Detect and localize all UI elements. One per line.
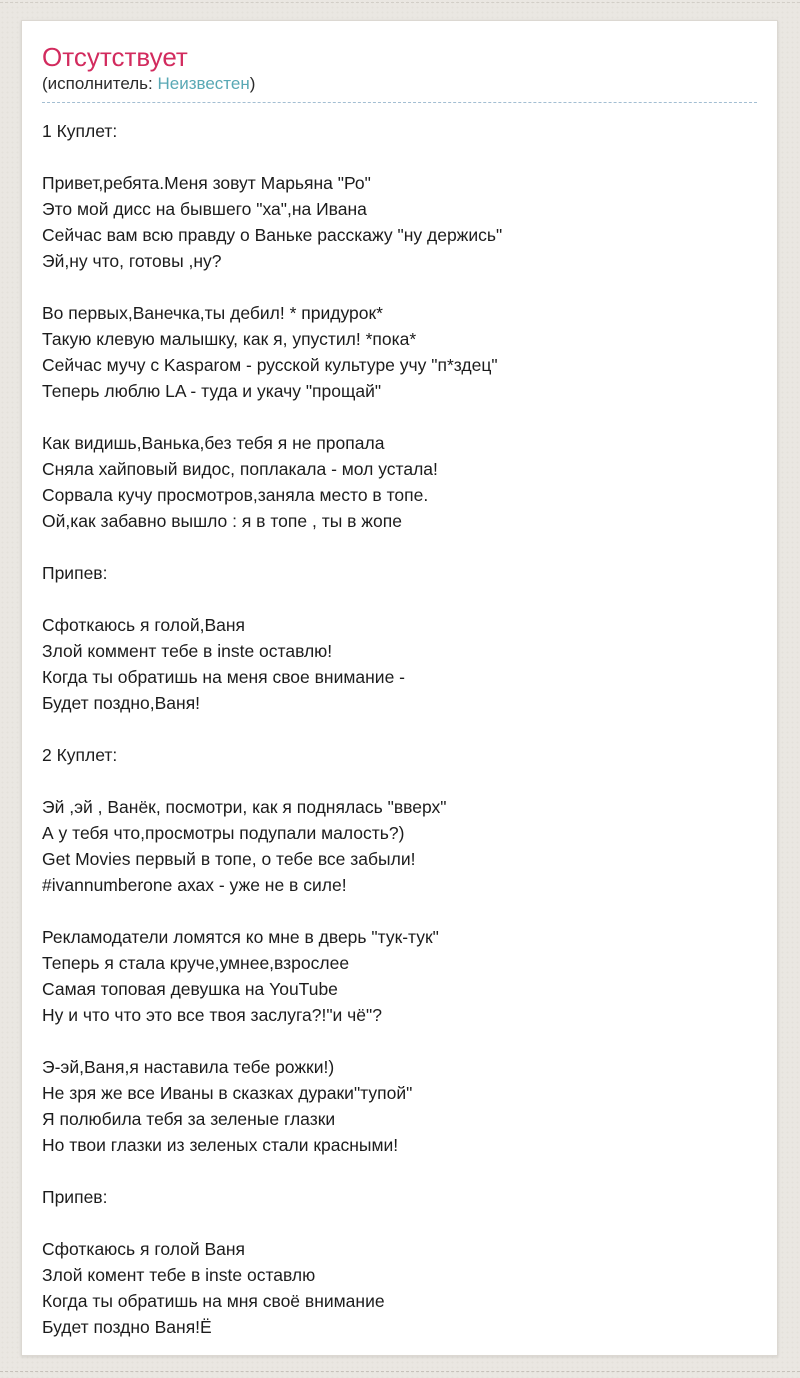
lyric-line: Злой комент тебе в inste оставлю (42, 1265, 316, 1285)
lyric-line (42, 534, 757, 560)
lyric-line: Я полюбила тебя за зеленые глазки (42, 1109, 336, 1129)
artist-label-prefix: (исполнитель: (42, 74, 158, 93)
lyric-line: Будет поздно Ваня!Ё (42, 1317, 212, 1337)
lyric-line: Сейчас мучу с Kasparом - русской культуре учу "п*здец" (42, 355, 498, 375)
artist-line (42, 74, 757, 103)
lyric-line: #ivannumberone ахах - уже не в силе! (42, 875, 347, 895)
lyric-line: Во первых,Ванечка,ты дебил! * придурок* (42, 303, 383, 323)
page-top-dashed-line (0, 2, 800, 3)
lyric-line: Самая топовая девушка на YouTube (42, 979, 338, 999)
lyric-line: Теперь люблю LA - туда и укачу "прощай" (42, 381, 382, 401)
lyric-line: Эй ,эй , Ванёк, посмотри, как я поднялась "вверх" (42, 797, 447, 817)
lyric-line (42, 586, 757, 612)
lyric-line: Припев: (42, 1187, 108, 1207)
lyric-line: Эй,ну что, готовы ,ну? (42, 251, 222, 271)
lyric-line: Когда ты обратишь на меня свое внимание - (42, 667, 405, 687)
lyric-line (42, 898, 757, 924)
lyric-line: Но твои глазки из зеленых стали красными! (42, 1135, 399, 1155)
page-bottom-dashed-line (0, 1371, 800, 1372)
lyric-line: А у тебя что,просмотры подупали малость?) (42, 823, 405, 843)
lyric-line (42, 1158, 757, 1184)
lyric-line: 1 Куплет: (42, 121, 118, 141)
lyric-line (42, 716, 757, 742)
lyric-line: Сейчас вам всю правду о Ваньке расскажу "ну держись" (42, 225, 503, 245)
lyric-line: Рекламодатели ломятся ко мне в дверь "тук-тук" (42, 927, 439, 947)
lyric-line: Привет,ребята.Меня зовут Марьяна "Ро" (42, 173, 371, 193)
lyric-line: Сфоткаюсь я голой Ваня (42, 1239, 246, 1259)
lyric-line (42, 1210, 757, 1236)
lyrics-text (42, 118, 757, 1340)
lyric-line: Теперь я стала круче,умнее,взрослее (42, 953, 350, 973)
lyrics-card (21, 20, 778, 1356)
lyric-line: Сняла хайповый видос, поплакала - мол устала! (42, 459, 438, 479)
lyric-line: Будет поздно,Ваня! (42, 693, 201, 713)
lyric-line: Как видишь,Ванька,без тебя я не пропала (42, 433, 385, 453)
page-title: Отсутствует (42, 42, 188, 72)
lyric-line: Это мой дисс на бывшего "ха",на Ивана (42, 199, 367, 219)
lyric-line: Припев: (42, 563, 108, 583)
artist-label-suffix: ) (249, 74, 256, 93)
lyric-line: Когда ты обратишь на мня своё внимание (42, 1291, 385, 1311)
lyric-line (42, 1028, 757, 1054)
artist-link[interactable]: Неизвестен (157, 74, 250, 93)
lyric-line: Ну и что что это все твоя заслуга?!"и чё"? (42, 1005, 382, 1025)
lyric-line (42, 404, 757, 430)
lyric-line: Сорвала кучу просмотров,заняла место в топе. (42, 485, 429, 505)
lyric-line: Не зря же все Иваны в сказках дураки"тупой" (42, 1083, 413, 1103)
lyric-line: Ой,как забавно вышло : я в топе , ты в жопе (42, 511, 402, 531)
lyric-line: Э-эй,Ваня,я наставила тебе рожки!) (42, 1057, 335, 1077)
lyric-line: Такую клевую малышку, как я, упустил! *пока* (42, 329, 417, 349)
lyric-line (42, 274, 757, 300)
lyric-line: Get Movies первый в топе, о тебе все забыли! (42, 849, 416, 869)
lyric-line: Злой коммент тебе в inste оставлю! (42, 641, 333, 661)
lyric-line: Сфоткаюсь я голой,Ваня (42, 615, 246, 635)
lyric-line (42, 144, 757, 170)
lyric-line (42, 768, 757, 794)
lyric-line: 2 Куплет: (42, 745, 118, 765)
